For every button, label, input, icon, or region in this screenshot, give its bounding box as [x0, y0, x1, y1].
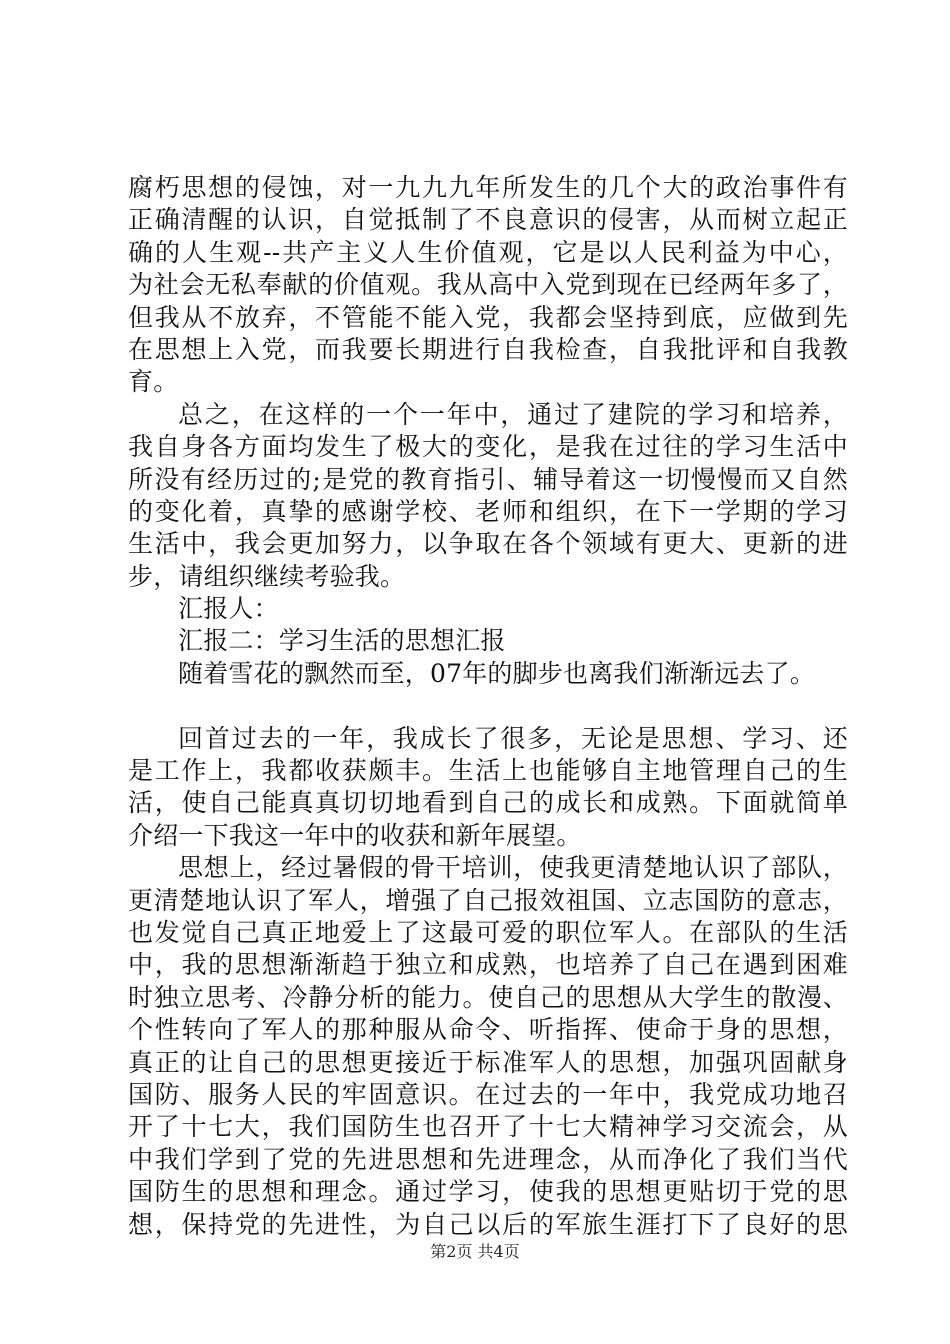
- text-line: 的变化着，真挚的感谢学校、老师和组织，在下一学期的学习: [128, 496, 848, 526]
- document-body: [128, 172, 848, 1241]
- text-line: 是工作上，我都收获颇丰。生活上也能够自主地管理自己的生: [128, 756, 848, 786]
- text-line: 育。: [128, 367, 179, 397]
- text-line: 正确清醒的认识，自觉抵制了不良意识的侵害，从而树立起正: [128, 205, 848, 235]
- blank-line: [128, 690, 848, 722]
- page-footer: 第2页 共4页: [430, 1242, 520, 1261]
- text-line: 为社会无私奉献的价值观。我从高中入党到现在已经两年多了，: [128, 270, 848, 300]
- text-line: 随着雪花的飘然而至，07年的脚步也离我们渐渐远去了。: [178, 658, 816, 688]
- text-line: 中，我的思想渐渐趋于独立和成熟，也培养了自己在遇到困难: [128, 950, 848, 980]
- text-line: 汇报二：学习生活的思想汇报: [178, 626, 506, 656]
- text-line: 生活中，我会更加努力，以争取在各个领域有更大、更新的进: [128, 529, 848, 559]
- text-line: 个性转向了军人的那种服从命令、听指挥、使命于身的思想，: [128, 1015, 848, 1045]
- text-line: 开了十七大，我们国防生也召开了十七大精神学习交流会，从: [128, 1112, 848, 1142]
- text-line: 活，使自己能真真切切地看到自己的成长和成熟。下面就简单: [128, 788, 848, 818]
- text-line: 在思想上入党，而我要长期进行自我检查，自我批评和自我教: [128, 334, 848, 364]
- text-line: 我自身各方面均发生了极大的变化，是我在过往的学习生活中: [128, 432, 848, 462]
- text-line: 确的人生观--共产主义人生价值观，它是以人民利益为中心，: [128, 237, 848, 267]
- text-line: 时独立思考、冷静分析的能力。使自己的思想从大学生的散漫、: [128, 982, 848, 1012]
- text-line: 回首过去的一年，我成长了很多，无论是思想、学习、还: [178, 723, 848, 753]
- text-line: 也发觉自己真正地爱上了这最可爱的职位军人。在部队的生活: [128, 917, 848, 947]
- text-line: 所没有经历过的;是党的教育指引、辅导着这一切慢慢而又自然: [128, 464, 848, 494]
- text-line: 汇报人：: [178, 594, 279, 624]
- text-line: 腐朽思想的侵蚀，对一九九九年所发生的几个大的政治事件有: [128, 173, 848, 202]
- text-line: 但我从不放弃，不管能不能入党，我都会坚持到底，应做到先: [128, 302, 848, 332]
- text-line: 想，保持党的先进性，为自己以后的军旅生涯打下了良好的思: [128, 1209, 848, 1239]
- text-line: 国防生的思想和理念。通过学习，使我的思想更贴切于党的思: [128, 1177, 848, 1207]
- text-line: 国防、服务人民的牢固意识。在过去的一年中，我党成功地召: [128, 1079, 848, 1109]
- text-line: 总之，在这样的一个一年中，通过了建院的学习和培养，: [178, 399, 848, 429]
- text-line: 介绍一下我这一年中的收获和新年展望。: [128, 820, 582, 850]
- text-line: 步，请组织继续考验我。: [128, 561, 406, 591]
- text-line: 更清楚地认识了军人，增强了自己报效祖国、立志国防的意志，: [128, 885, 848, 915]
- text-line: 思想上，经过暑假的骨干培训，使我更清楚地认识了部队，: [178, 853, 848, 883]
- text-line: 真正的让自己的思想更接近于标准军人的思想，加强巩固献身: [128, 1047, 848, 1077]
- text-line: 中我们学到了党的先进思想和先进理念，从而净化了我们当代: [128, 1144, 848, 1174]
